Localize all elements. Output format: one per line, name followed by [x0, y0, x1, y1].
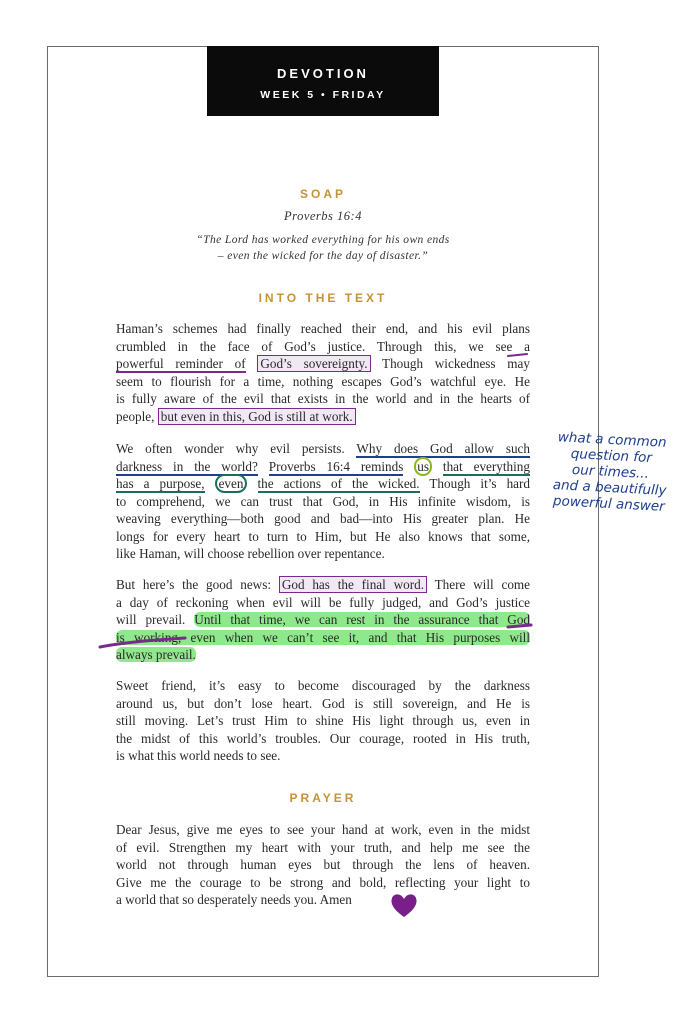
note-line: powerful answer	[552, 493, 666, 515]
note-line: what a common	[557, 429, 667, 451]
p1-text: people,	[116, 408, 155, 424]
underline-why-does-god: Why does God allow such	[356, 441, 530, 456]
note-line: our times...	[571, 461, 650, 483]
green-highlight: is working, even when we can’t see it, and that His purposes will	[116, 629, 530, 645]
soap-heading: SOAP	[299, 187, 346, 201]
purple-scribble-underline	[95, 612, 190, 652]
circled-even: even	[215, 474, 248, 493]
p1-text: Though wickedness may	[382, 356, 530, 371]
p3-text: But here’s the good news:	[116, 577, 272, 592]
prayer-heading: PRAYER	[289, 791, 357, 805]
green-highlight: always prevail.	[116, 647, 196, 662]
prayer-line: a world that so desperately needs you. Amen	[116, 892, 352, 907]
boxed-gods-sovereignty: God’s sovereignty.	[257, 355, 370, 372]
boxed-final-word: God has the final word.	[279, 576, 427, 593]
p2-line: to comprehend, we can trust that God, in His infinite wisdom, is	[116, 493, 530, 509]
p4-line: the midst of this world’s troubles. Our courage, rooted in His truth,	[116, 730, 530, 746]
p3-text: There will come	[434, 577, 531, 592]
underline-darkness: darkness in the world?	[116, 458, 258, 474]
p4-line: still moving. Let’s trust Him to shine His light through us, even in	[116, 713, 530, 728]
paragraph-2	[116, 440, 530, 563]
prayer-paragraph	[116, 821, 530, 909]
p1-line	[116, 355, 530, 373]
underline-powerful-reminder: powerful reminder of	[116, 356, 246, 371]
p2-line	[116, 440, 530, 458]
prayer-line: Give me the courage to be strong and bold, reflecting your light to	[116, 874, 530, 890]
p2-text: We often wonder why evil persists.	[116, 441, 345, 456]
paragraph-4	[116, 677, 530, 765]
heart-icon	[389, 890, 419, 920]
purple-scribble-mark	[505, 620, 535, 632]
p2-line	[116, 475, 530, 493]
p1-line: is fully aware of the evil that exists in the world and in the hearts of	[116, 391, 530, 406]
p2-line: longs for every heart to turn to Him, but He also knows that some,	[116, 528, 530, 544]
boxed-still-at-work: but even in this, God is still at work.	[158, 408, 356, 425]
underline-actions-of-wicked: the actions of the wicked.	[257, 476, 420, 491]
p4-line: around us, but don’t lose heart. God is still sovereign, and He is	[116, 695, 530, 711]
p4-line: is what this world needs to see.	[116, 748, 281, 763]
purple-scribble-may	[505, 350, 530, 360]
handwritten-margin-note	[536, 428, 683, 515]
underline-has-a-purpose: has a purpose,	[116, 476, 205, 491]
p3-line: a day of reckoning when evil will be fully judged, and God’s justice	[116, 594, 530, 610]
prayer-line: of evil. Strengthen my heart with your truth, and help me see the	[116, 839, 530, 855]
note-line: and a beautifully	[552, 477, 667, 499]
underline-proverbs-reminds: Proverbs 16:4 reminds	[268, 458, 404, 474]
p2-line	[116, 458, 530, 476]
quote-line-1: “The Lord has worked everything for his own ends	[196, 234, 450, 246]
p2-text: Though it’s hard	[429, 476, 531, 491]
p3-line	[116, 576, 530, 594]
p1-line: crumbled in the face of God’s justice. Through this, we see a	[116, 338, 530, 354]
scripture-reference: Proverbs 16:4	[284, 209, 362, 223]
scripture-quote	[47, 232, 599, 264]
p1-line	[116, 408, 530, 426]
p3-text: will prevail.	[116, 612, 186, 627]
p1-line: seem to flourish for a time, nothing escapes God’s watchful eye. He	[116, 373, 530, 389]
banner-title: DEVOTION	[277, 66, 369, 81]
into-the-text-heading: INTO THE TEXT	[258, 291, 388, 305]
green-highlight: Until that time, we can rest in the assurance that God	[194, 612, 531, 627]
p2-line: weaving everything—both good and bad—into His greater plan. He	[116, 511, 530, 526]
note-line: question for	[570, 445, 653, 467]
p2-line: like Haman, will choose rebellion over repentance.	[116, 546, 385, 561]
banner-subtitle: WEEK 5 • FRIDAY	[260, 89, 386, 101]
p4-line: Sweet friend, it’s easy to become discouraged by the darkness	[116, 678, 530, 693]
underline-that-everything: that everything	[442, 458, 530, 474]
paragraph-1	[116, 320, 530, 425]
quote-line-2: – even the wicked for the day of disaster.”	[217, 250, 429, 262]
devotion-banner	[207, 46, 439, 116]
circled-us: us	[414, 457, 432, 476]
prayer-line: Dear Jesus, give me eyes to see your hand at work, even in the midst	[116, 822, 530, 837]
prayer-line: world not through human eyes but through the lens of heaven.	[116, 857, 530, 872]
p1-line: Haman’s schemes had finally reached their end, and his evil plans	[116, 321, 530, 336]
